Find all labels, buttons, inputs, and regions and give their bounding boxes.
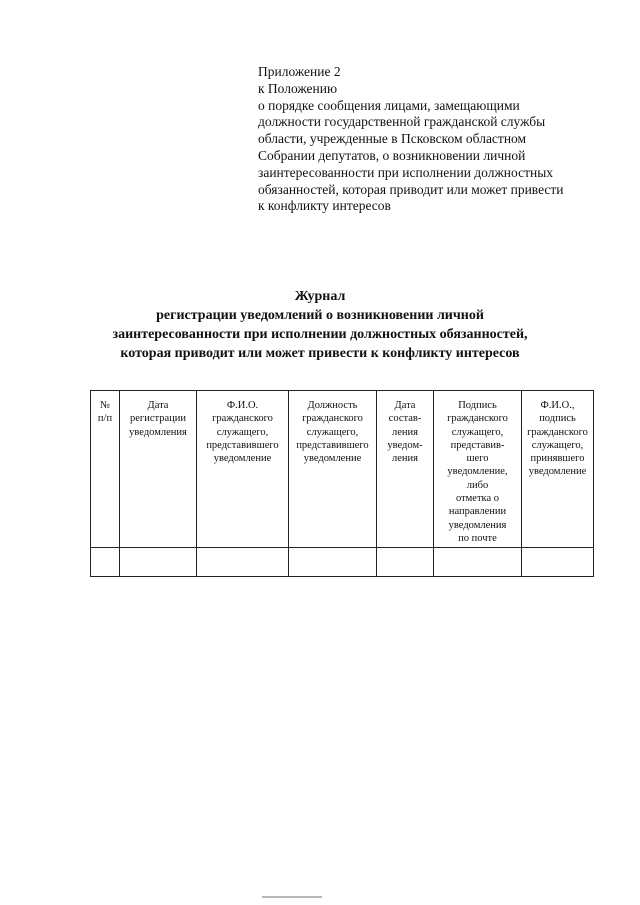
table-cell [377,548,434,577]
appendix-line: должности государственной гражданской службы [258,114,546,130]
column-header-employee-position: Должность гражданского служащего, представившего уведомление [289,391,377,548]
column-header-registration-date: Дата регистрации уведомления [120,391,197,548]
appendix-line: области, учрежденные в Псковском областном [258,131,527,147]
table-header-row [91,391,594,548]
appendix-line: обязанностей, которая приводит или может привести [258,181,564,197]
appendix-line: к конфликту интересов [258,198,391,214]
appendix-line: о порядке сообщения лицами, замещающими [258,97,520,113]
journal-subtitle-line: регистрации уведомлений о возникновении личной [156,308,484,323]
appendix-line: к Положению [258,80,338,96]
column-header-receiver: Ф.И.О., подпись гражданского служащего, принявшего уведомление [522,391,594,548]
journal-subtitle-line: заинтересованности при исполнении должностных обязанностей, [112,327,528,342]
table-row [91,548,594,577]
table-cell [120,548,197,577]
appendix-line: Приложение 2 [258,64,341,79]
column-header-signature-or-mail: Подпись гражданского служащего, представив- шего уведомление, либо отметка о направлении уведомления по почте [434,391,522,548]
appendix-note [258,64,618,215]
column-header-employee-name: Ф.И.О. гражданского служащего, представившего уведомление [197,391,289,548]
appendix-line: Собрании депутатов, о возникновении личной [258,147,526,163]
column-header-number: № п/п [91,391,120,548]
table-cell [91,548,120,577]
registration-journal-table [90,390,594,577]
table-cell [522,548,594,577]
journal-subtitle-line: которая приводит или может привести к конфликту интересов [120,346,520,361]
table-cell [289,548,377,577]
journal-heading: Журнал [294,289,346,304]
table-cell [197,548,289,577]
journal-title [0,287,640,363]
page-bottom-mark [262,896,322,898]
column-header-notification-date: Дата состав- ления уведом- ления [377,391,434,548]
table-cell [434,548,522,577]
appendix-line: заинтересованности при исполнении должностных [258,164,554,180]
